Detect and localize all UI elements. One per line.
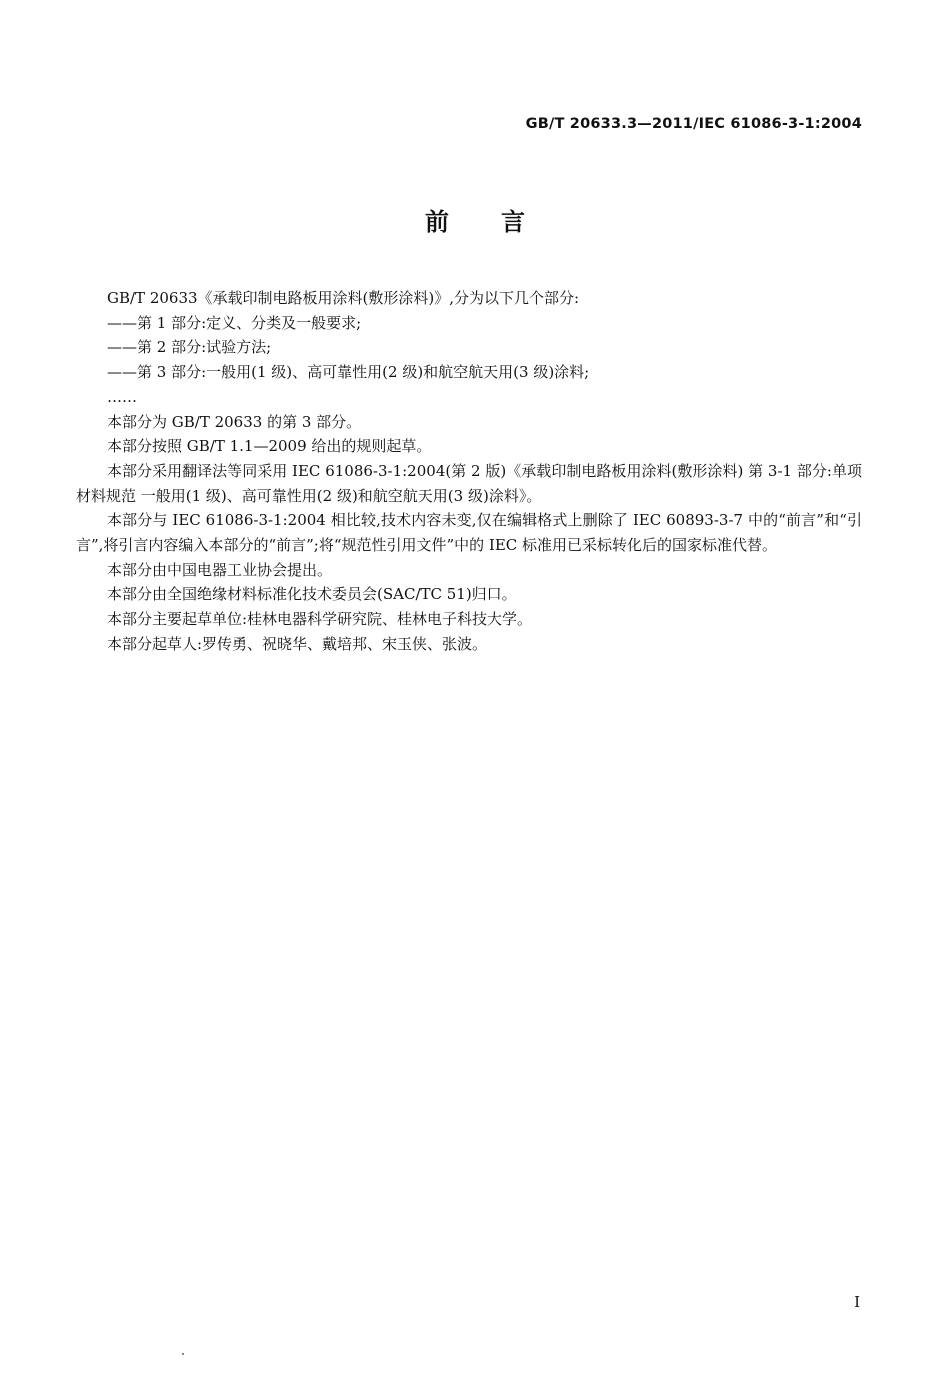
scan-speck bbox=[182, 1353, 184, 1355]
paragraph-intro: GB/T 20633《承载印制电路板用涂料(敷形涂料)》,分为以下几个部分: bbox=[107, 289, 580, 307]
paragraph-comparison: 本部分与 IEC 61086-3-1:2004 相比较,技术内容未变,仅在编辑格式上删除了 IEC 60893-3-7 中的“前言”和“引言”,将引言内容编入本部分的“前言”;将“规范性引用文件”中的 IEC 标准用已采标转化后的国家标准代替。 bbox=[76, 511, 862, 555]
paragraph-drafting-units: 本部分主要起草单位:桂林电器科学研究院、桂林电子科技大学。 bbox=[107, 610, 533, 629]
paragraph-drafters: 本部分起草人:罗传勇、祝晓华、戴培邦、宋玉侠、张波。 bbox=[107, 634, 488, 653]
page-number: I bbox=[854, 1293, 860, 1311]
paragraph-proposer: 本部分由中国电器工业协会提出。 bbox=[107, 560, 333, 579]
paragraph-drafting-rules: 本部分按照 GB/T 1.1—2009 给出的规则起草。 bbox=[107, 437, 432, 456]
list-item-part-2: ——第 2 部分:试验方法; bbox=[107, 338, 272, 357]
foreword-body bbox=[76, 286, 862, 657]
paragraph-part-statement: 本部分为 GB/T 20633 的第 3 部分。 bbox=[107, 412, 362, 431]
paragraph-technical-committee: 本部分由全国绝缘材料标准化技术委员会(SAC/TC 51)归口。 bbox=[107, 585, 517, 604]
list-item-part-1: ——第 1 部分:定义、分类及一般要求; bbox=[107, 313, 362, 332]
list-item-part-3: ——第 3 部分:一般用(1 级)、高可靠性用(2 级)和航空航天用(3 级)涂料; bbox=[107, 363, 590, 382]
page-title: 前言 bbox=[425, 208, 577, 236]
list-ellipsis: …… bbox=[107, 387, 137, 406]
paragraph-adoption: 本部分采用翻译法等同采用 IEC 61086-3-1:2004(第 2 版)《承载印制电路板用涂料(敷形涂料) 第 3-1 部分:单项材料规范 一般用(1 级)、高可靠性用(2 级)和航空航天用(3 级)涂料》。 bbox=[76, 461, 862, 505]
standard-number: GB/T 20633.3—2011/IEC 61086-3-1:2004 bbox=[525, 116, 862, 132]
